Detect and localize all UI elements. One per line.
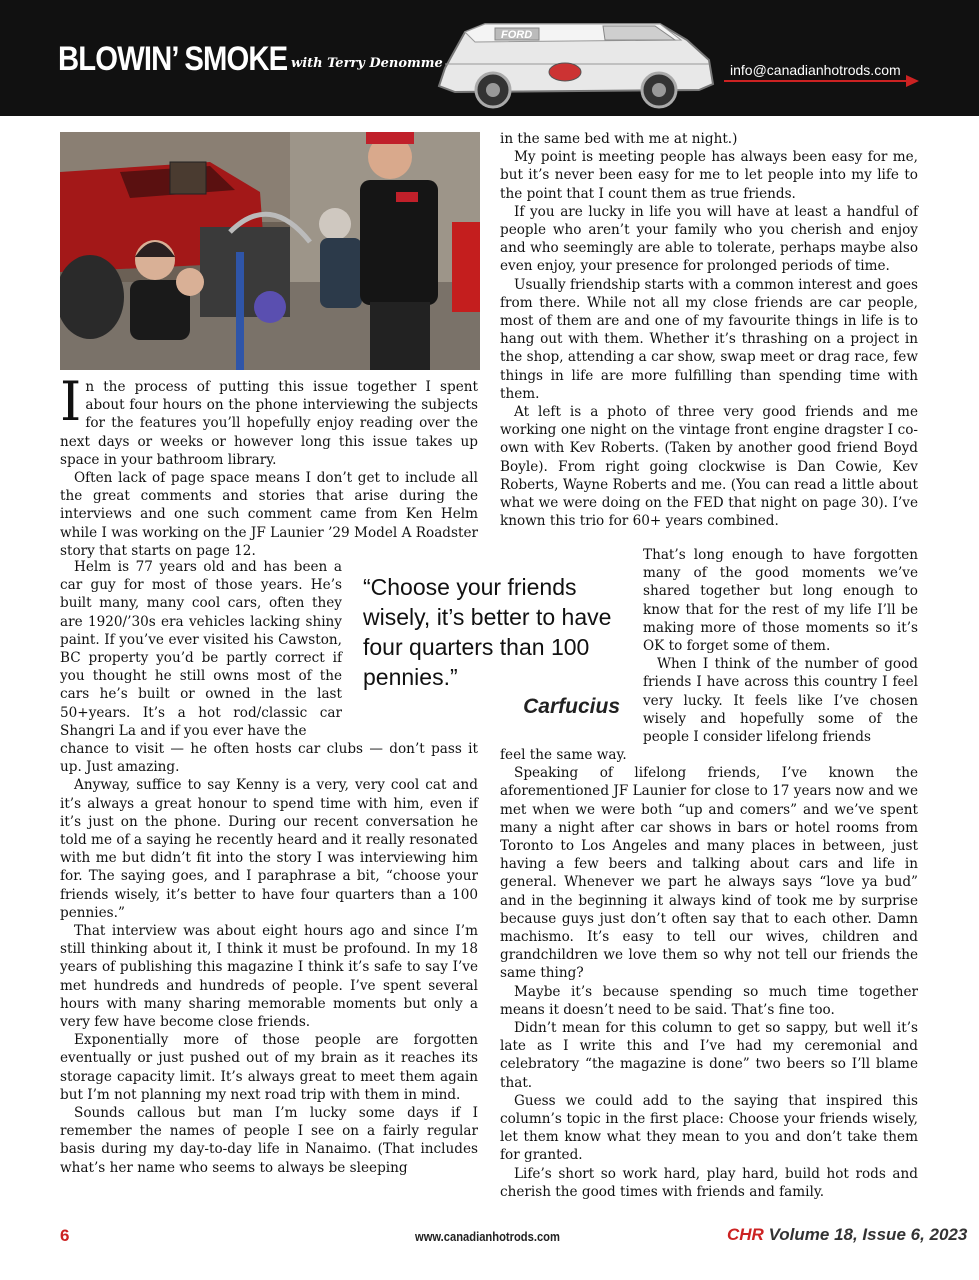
article-paragraph: Exponentially more of those people are forgotten eventually or just pushed out of my brain as it reaches its storage capacity limit. It’s always great to meet them again but I’m not planning my next road trip with them in mind. <box>60 1032 478 1103</box>
page-number: 6 <box>60 1226 70 1245</box>
pull-quote-attribution: Carfucius <box>523 695 620 718</box>
footer-volume: Volume 18, Issue 6, 2023 <box>768 1225 968 1244</box>
column-title: BLOWIN’ SMOKE <box>58 40 288 78</box>
article-paragraph: When I think of the number of good friends I have across this country I feel very lucky. It feels like I’ve chosen wisely and hopefully some of the people I consider lifelong friends <box>643 656 918 746</box>
footer-issue <box>727 1225 967 1245</box>
article-paragraph: in the same bed with me at night.) <box>500 131 738 147</box>
article-paragraph: That interview was about eight hours ago and since I’m still thinking about it, I think it must be profound. In my 18 years of publishing this magazine I think it’s safe to say I’ve met hundreds and hundreds of people. I’ve spent several hours with many sharing memorable moments but only a very few have become close friends. <box>60 923 478 1031</box>
sedan-delivery-car-icon <box>425 6 725 114</box>
article-paragraph: chance to visit — he often hosts car clubs — don’t pass it up. Just amazing. <box>60 741 478 776</box>
article-paragraph: My point is meeting people has always been easy for me, but it’s never been easy for me to let people into my life to the point that I count them as true friends. <box>500 149 918 202</box>
article-paragraph: Usually friendship starts with a common interest and goes from there. While not all my close friends are car people, most of them are and one of my favourite things in life is to hang out with them. Whether it’s thrashing on a project in the shop, attending a car show, swap meet or drag race, few things in life are more fulfilling than spending time with them. <box>500 276 918 402</box>
article-paragraph: Speaking of lifelong friends, I’ve known the aforementioned JF Launier for close to 17 years now and we met when we were both “up and comers” and we’ve spent many a night after car shows in bars or hotel rooms from Toronto to Los Angeles and many places in between, just having a few beers and talking about cars and life in general. Whenever we part he always says “love ya bud” and in the beginning it always kind of took me by surprise because guys just don’t often say that to each other. Damn machismo. It’s easy to tell our wives, children and grandchildren we love them so why not tell our friends the same thing? <box>500 765 918 982</box>
article-paragraph: Sounds callous but man I’m lucky some days if I remember the names of people I see on a fairly regular basis during my day-to-day life in Nanaimo. (That includes what’s her name who seems to always be sleeping <box>60 1105 478 1176</box>
article-paragraph: feel the same way. <box>500 747 627 763</box>
article-paragraph <box>60 370 478 469</box>
header-email: info@canadianhotrods.com <box>730 62 901 78</box>
header-red-line <box>724 80 910 82</box>
article-paragraph: If you are lucky in life you will have at least a handful of people who aren’t your family who you cherish and enjoy and who seemingly are able to tolerate, perhaps maybe also even enjoy, your presence for prolonged periods of time. <box>500 203 918 275</box>
article-paragraph: Life’s short so work hard, play hard, build hot rods and cherish the good times with friends and family. <box>500 1165 918 1200</box>
article-paragraph: Anyway, suffice to say Kenny is a very, very cool cat and it’s always a great honour to spend time with him, even if it’s just on the phone. During our recent conversation he told me of a saying he recently heard and it really resonated with me but didn’t fit into the story I was interviewing him for. The saying goes, and I paraphrase a bit, “choose your friends wisely, it’s better to have four quarters than a 100 pennies.” <box>60 777 478 921</box>
article-paragraph: Didn’t mean for this column to get so sappy, but well it’s late as I write this and I’ve had my ceremonial and celebratory “the magazine is done” two beers so I’ll blame that. <box>500 1020 918 1091</box>
column-author: with Terry Denomme <box>291 56 443 71</box>
article-paragraph: That’s long enough to have forgotten many of the good moments we’ve shared together but long enough to know that for the rest of my life I’ll be making more of those moments so it’s OK to forget some of them. <box>643 547 918 655</box>
article-column-left-bottom <box>60 740 478 1177</box>
article-column-right-bottom <box>500 746 918 1201</box>
footer-brand: CHR <box>727 1225 764 1244</box>
article-paragraph: Guess we could add to the saying that inspired this column’s topic in the first place: Choose your friends wisely, let them know what they mean to you and don’t take them for granted. <box>500 1092 918 1164</box>
article-column-left-wrap <box>60 558 342 740</box>
drop-cap: I <box>60 370 82 433</box>
article-paragraph: Often lack of page space means I don’t get to include all the great comments and stories that arise during the interviews and one such comment came from Ken Helm while I was working on the JF Launier ’29 Model A Roadster story that starts on page 12. <box>60 470 478 559</box>
garage-photo-icon <box>60 132 480 370</box>
car-logo-text: FORD <box>501 29 533 41</box>
article-paragraph: Helm is 77 years old and has been a car guy for most of those years. He’s built many, many cool cars, often they are 1920/’30s era vehicles lacking shiny paint. If you’ve ever visited his Cawston, BC property you’d be partly correct if you thought he still owns most of the cars he’s built or owned in the last 50+years. It’s a hot rod/classic car Shangri La and if you ever have the <box>60 559 342 739</box>
article-column-left-top <box>60 370 478 560</box>
article-column-right-top <box>500 130 918 530</box>
column-header <box>0 0 979 116</box>
arrow-right-icon <box>906 75 919 87</box>
article-paragraph: Maybe it’s because spending so much time together means it doesn’t need to be said. That’s fine too. <box>500 983 918 1018</box>
article-text: n the process of putting this issue together I spent about four hours on the phone interviewing the subjects for the features you’ll hopefully enjoy reading over the next days or weeks or however long this issue takes up space in your bathroom library. <box>60 379 478 468</box>
pull-quote: “Choose your friends wisely, it’s better to have four quarters than 100 pennies.” <box>363 574 612 690</box>
article-column-right-wrap <box>643 546 918 746</box>
footer-url: www.canadianhotrods.com <box>415 1229 560 1244</box>
article-paragraph: At left is a photo of three very good friends and me working one night on the vintage front engine dragster I co-own with Kev Roberts. (Taken by another good friend Boyd Boyle). From right going clockwise is Dan Cowie, Kev Roberts, Wayne Roberts and me. (You can read a little about what we were doing on the FED that night on page 30). I’ve known this trio for 60+ years combined. <box>500 404 918 530</box>
